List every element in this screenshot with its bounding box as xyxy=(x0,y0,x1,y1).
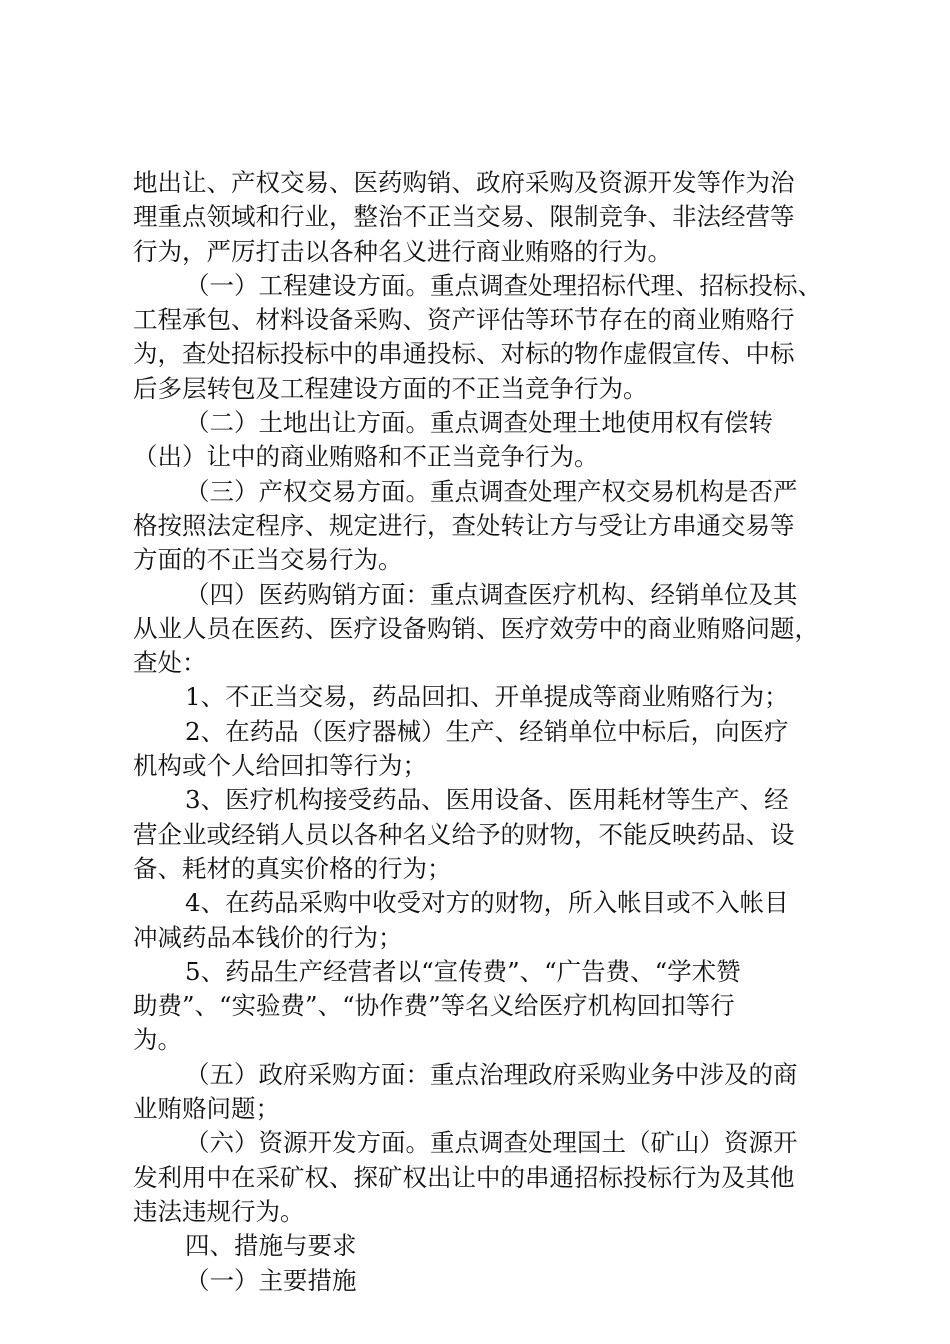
text-line: （三）产权交易方面。重点调查处理产权交易机构是否严 xyxy=(185,476,798,506)
text-line: 四、措施与要求 xyxy=(185,1231,357,1261)
text-line: 助费”、“实验费”、“协作费”等名义给医疗机构回扣等行 xyxy=(133,991,735,1021)
text-line: 格按照法定程序、规定进行，查处转让方与受让方串通交易等 xyxy=(133,510,795,540)
text-line: 从业人员在医药、医疗设备购销、医疗效劳中的商业贿赂问题， xyxy=(133,613,819,643)
text-line: 理重点领域和行业，整治不正当交易、限制竞争、非法经营等 xyxy=(133,202,795,232)
text-line: 发利用中在采矿权、探矿权出让中的串通招标投标行为及其他 xyxy=(133,1162,795,1192)
document-body xyxy=(133,166,833,1298)
text-line: 1、不正当交易，药品回扣、开单提成等商业贿赂行为； xyxy=(185,682,789,712)
text-line: 后多层转包及工程建设方面的不正当竞争行为。 xyxy=(133,373,648,403)
text-line: （出）让中的商业贿赂和不正当竞争行为。 xyxy=(133,442,599,472)
text-line: 2、在药品（医疗器械）生产、经销单位中标后，向医疗 xyxy=(185,716,789,746)
text-line: （一）工程建设方面。重点调查处理招标代理、招标投标、 xyxy=(185,270,822,300)
text-line: 5、药品生产经营者以“宣传费”、“广告费、“学术赞 xyxy=(185,956,741,986)
text-line: 工程承包、材料设备采购、资产评估等环节存在的商业贿赂行 xyxy=(133,305,795,335)
text-line: （二）土地出让方面。重点调查处理土地使用权有偿转 xyxy=(185,408,773,438)
text-line: 4、在药品采购中收受对方的财物，所入帐目或不入帐目 xyxy=(185,888,789,918)
text-line: 为，查处招标投标中的串通投标、对标的物作虚假宣传、中标 xyxy=(133,339,795,369)
text-line: （一）主要措施 xyxy=(185,1265,357,1295)
text-line: 3、医疗机构接受药品、医用设备、医用耗材等生产、经 xyxy=(185,785,789,815)
text-line: 备、耗材的真实价格的行为； xyxy=(133,853,452,883)
text-line: 查处： xyxy=(133,648,207,678)
text-line: 方面的不正当交易行为。 xyxy=(133,545,403,575)
text-line: 机构或个人给回扣等行为； xyxy=(133,751,427,781)
text-line: 业贿赂问题； xyxy=(133,1094,280,1124)
text-line: （四）医药购销方面：重点调查医疗机构、经销单位及其 xyxy=(185,579,798,609)
text-line: 为。 xyxy=(133,1025,182,1055)
text-line: 地出让、产权交易、医药购销、政府采购及资源开发等作为治 xyxy=(133,168,795,197)
text-line: 违法违规行为。 xyxy=(133,1196,305,1226)
text-line: （六）资源开发方面。重点调查处理国土（矿山）资源开 xyxy=(185,1128,798,1158)
text-line: 冲减药品本钱价的行为； xyxy=(133,922,403,952)
text-line: 行为，严厉打击以各种名义进行商业贿赂的行为。 xyxy=(133,236,672,266)
text-line: （五）政府采购方面：重点治理政府采购业务中涉及的商 xyxy=(185,1059,798,1089)
text-line: 营企业或经销人员以各种名义给予的财物，不能反映药品、设 xyxy=(133,819,795,849)
